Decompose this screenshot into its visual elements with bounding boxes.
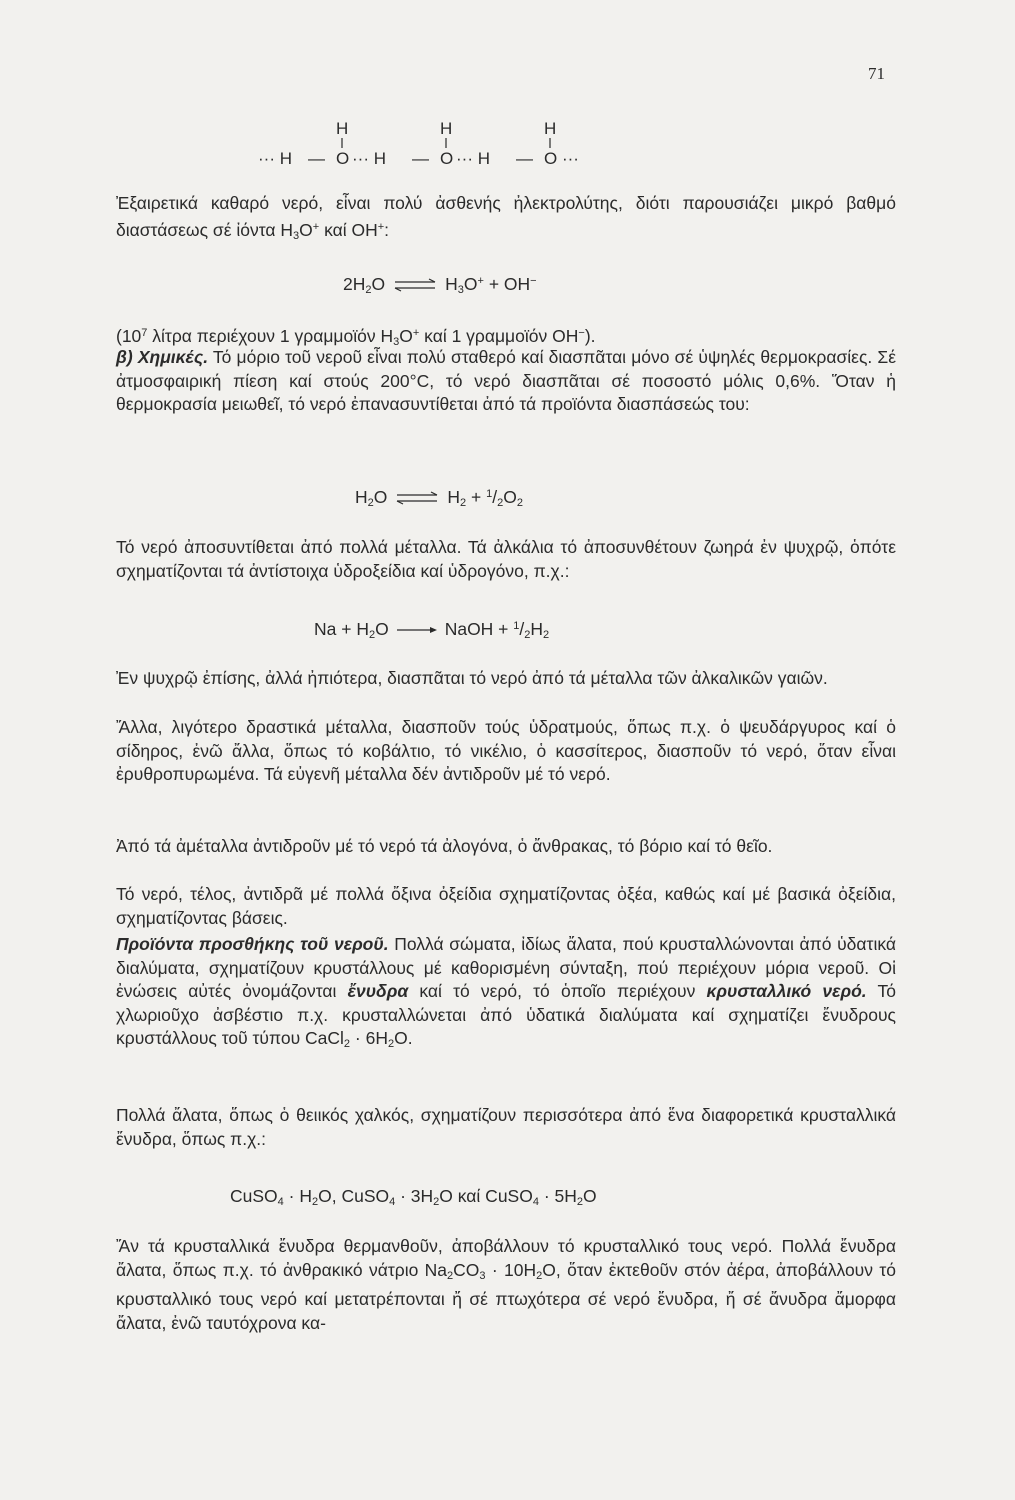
text: O [399,326,413,346]
struct-row-4: ··· H [352,149,386,168]
text: Ἄν τά κρυσταλλικά ἔνυδρα θερμανθοῦν, ἀποβάλλουν τό κρυσταλλικό τους νερό. Πολλά ἔνυδρα ἄλατα, ὅπως π.χ. τό ἀνθρακικό νάτριο Na [116,1236,896,1280]
struct-row-5: — [412,149,429,168]
text: O καί CuSO [439,1186,533,1206]
text: O [503,487,517,507]
struct-row-6: O [440,149,454,168]
sub: 2 [365,284,372,296]
text: · H [283,1186,312,1206]
sub: 3 [393,336,400,348]
sub: 2 [543,629,550,641]
text: H [445,274,458,294]
sub: 2 [447,1269,454,1282]
page-number: 71 [868,64,885,83]
sub: 2 [460,497,467,509]
sup: − [530,275,537,287]
text: καί 1 γραμμοϊόν OH [419,326,579,346]
text: (10 [116,326,142,346]
paragraph-3 [116,346,896,417]
term-hydrates: ἔνυδρα [347,981,409,1002]
sub: 2 [367,497,374,509]
sup: + [412,327,420,339]
text: καί OH [319,219,378,240]
paragraph-9 [116,933,896,1057]
para1-line1: Ἐξαιρετικά καθαρό νερό, εἶναι πολύ ἀσθενής ἠλεκτρολύτης, διότι παρουσιάζει [116,193,778,213]
struct-row-9: O ··· [544,149,579,168]
text: / [519,619,525,639]
text: 2H [343,274,366,294]
equation-2 [355,487,523,509]
paragraph-6: Ἄλλα, λιγότερο δραστικά μέταλλα, διασποῦν τούς ὑδρατμούς, ὅπως π.χ. ὁ ψευδάργυρος καί ὁ σίδηρος, ἐνῶ ἄλλα, ὅπως τό κοβάλτιο, τό νικέλιο, ὁ κασσίτερος, διασποῦν τό νερό, ὅταν εἶναι ἐρυθροπυρωμένα. Τά εὐγενῆ μέταλλα δέν ἀντιδροῦν μέ τό νερό. [116,717,896,785]
equilibrium-arrow-icon [393,278,437,292]
sup: − [578,327,585,339]
text: λίτρα περιέχουν 1 γραμμοϊόν H [147,326,394,346]
section-label-addition-products: Προϊόντα προσθήκης τοῦ νεροῦ. [116,934,389,954]
text: CO [453,1259,480,1280]
struct-h-top-1: H [336,119,349,138]
sub: 2 [433,1196,440,1208]
text: O [583,1186,597,1206]
text: O [371,274,386,294]
struct-row-7: ··· H [456,149,490,168]
text: : [384,219,390,240]
text: · 5H [538,1186,577,1206]
text: CuSO [230,1186,278,1206]
equation-1 [343,274,537,296]
text: NaOH + [444,619,514,639]
text: + OH [483,274,531,294]
sub: 4 [277,1196,284,1208]
sup: + [312,220,320,233]
paragraph-7: Ἀπό τά ἀμέταλλα ἀντιδροῦν μέ τό νερό τά ἀλογόνα, ὁ ἄνθρακας, τό βόριο καί τό θεῖο. [116,836,773,856]
text: / [492,487,498,507]
struct-h-top-3: H [544,119,557,138]
text: O [299,219,313,240]
equation-3 [314,619,549,641]
paragraph-4: Τό νερό ἀποσυντίθεται ἀπό πολλά μέταλλα. Τά ἀλκάλια τό ἀποσυνθέτουν ζωηρά ἐν ψυχρῷ, ὁπότε σχηματίζονται τά ἀντίστοιχα ὑδροξείδια καί ὑδρογόνο, π.χ.: [116,537,896,581]
text: O, ὅταν ἐκτεθοῦν στόν ἀέρα, ἀποβάλλουν τό κρυσταλλικό τους νερό καί μετατρέπονται ἤ σέ πτωχότερα σέ νερό ἔνυδρα, ἤ σέ ἄνυδρα ἄμορφα ἄλατα, ἐνῶ ταυτόχρονα κα- [116,1259,896,1333]
sub: 2 [576,1196,584,1208]
section-label-chemical: β) Χημικές. [116,347,209,367]
text: H [530,619,544,639]
water-structure-diagram [258,118,598,178]
text: H [355,487,368,507]
sub: 4 [389,1196,396,1208]
sup: 7 [141,327,148,339]
paragraph-1 [116,192,896,248]
paragraph-8: Τό νερό, τέλος, ἀντιδρᾶ μέ πολλά ὄξινα ὀξείδια σχηματίζοντας ὀξέα, καθώς καί μέ βασικά ὀξείδια, σχηματίζοντας βάσεις. [116,884,896,928]
sup: + [377,220,385,233]
text: O. [394,1028,413,1049]
equation-4 [230,1186,597,1208]
sub: 4 [532,1196,539,1208]
struct-row-2: — [308,149,325,168]
struct-row-8: — [516,149,533,168]
reaction-arrow-icon [395,625,439,635]
sub: 2 [311,1196,319,1208]
text: O [375,619,389,639]
sub: 2 [343,1038,351,1051]
text: Πολλά σώματα, ἰδίως ἄλατα, πού κρυσταλλώνονται ἀπό ὑδατικά διαλύματα, σχηματίζουν κρυστάλλους μέ καθορισμένη σύνταξη, πού περιέχουν μόρια νεροῦ. Οἱ ἐνώσεις αὐτές ὀνομάζονται [116,934,896,1002]
sub: 2 [387,1038,395,1051]
paragraph-10: Πολλά ἄλατα, ὅπως ὁ θειικός χαλκός, σχηματίζουν περισσότερα ἀπό ἕνα διαφορετικά κρυσταλλικά ἔνυδρα, ὅπως π.χ.: [116,1105,896,1149]
sub: 2 [497,497,504,509]
sup: 1 [486,488,493,500]
text: · 3H [395,1186,434,1206]
paragraph-11 [116,1235,896,1335]
para1-text: μικρό βαθμό διαστάσεως σέ ἰόντα H [116,193,896,240]
sub: 3 [293,229,300,242]
text: + [466,487,487,507]
sup: 1 [513,620,520,632]
struct-row-1: ··· H [258,149,292,168]
water-structure-svg [258,118,598,178]
text: O, CuSO [318,1186,390,1206]
paragraph-5: Ἐν ψυχρῷ ἐπίσης, ἀλλά ἠπιότερα, διασπᾶται τό νερό ἀπό τά μέταλλα τῶν ἀλκαλικῶν γαιῶν. [116,668,828,688]
text: H [447,487,461,507]
text: Τό χλωριοῦχο ἀσβέστιο π.χ. κρυσταλλώνεται ἀπό ὑδατικά διαλύματα καί σχηματίζει ἔνυδρους κρυστάλλους τοῦ τύπου CaCl [116,981,896,1049]
struct-row-3: O [336,149,350,168]
sup: + [477,275,484,287]
text: καί τό νερό, τό ὁποῖο περιέχουν [408,981,707,1002]
sub: 2 [516,497,523,509]
text: · 6H [350,1028,388,1049]
sub: 3 [479,1269,486,1282]
text: O [463,274,478,294]
equilibrium-arrow-icon [395,491,439,505]
sub: 2 [536,1269,543,1282]
text: · 10H [485,1259,537,1280]
struct-h-top-2: H [440,119,453,138]
text: ). [584,326,596,346]
sub: 2 [368,629,376,641]
text: O [373,487,388,507]
text: Na + H [314,619,369,639]
sub: 3 [457,284,464,296]
term-crystal-water: κρυσταλλικό νερό. [706,981,867,1002]
sub: 2 [524,629,531,641]
para3-text: Τό μόριο τοῦ νεροῦ εἶναι πολύ σταθερό καί διασπᾶται μόνο σέ ὑψηλές θερμοκρασίες. Σέ ἀτμοσφαιρική πίεση καί στούς 200°C, τό νερό διασπᾶται σέ ποσοστό μόλις 0,6%. Ὅταν ἡ θερμοκρασία μειωθεῖ, τό νερό ἐπανασυντίθεται ἀπό τά προϊόντα διασπάσεώς του: [116,347,897,415]
